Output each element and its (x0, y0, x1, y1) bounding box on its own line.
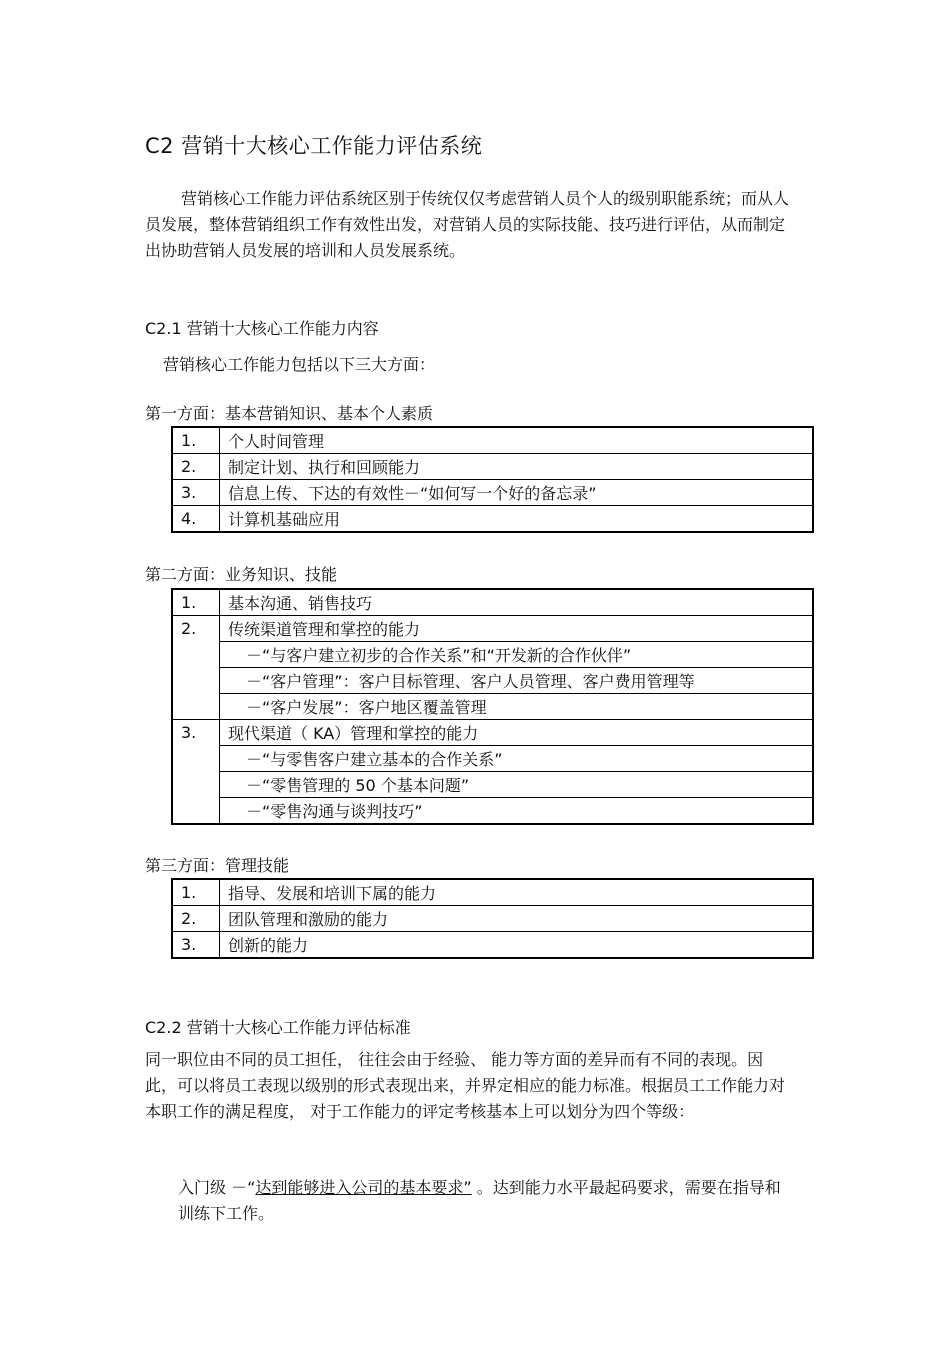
section-c2-1-lead: 营销核心工作能力包括以下三大方面： (163, 355, 436, 374)
intro-text: 营销核心工作能力评估系统区别于传统仅仅考虑营销人员个人的级别职能系统；而从人员发展，整体营销组织工作有效性出发，对营销人员的实际技能、技巧进行评估，从而制定出协助营销人员发展的培训和人员发展系统。 (145, 189, 790, 260)
row-text: 指导、发展和培训下属的能力 (220, 879, 814, 906)
section-c2-1-title: C2.1 营销十大核心工作能力内容 (145, 319, 379, 338)
table-row (172, 506, 813, 533)
row-number: 2. (172, 454, 220, 480)
aspect3-table (171, 878, 814, 959)
row-text: 现代渠道（ KA）管理和掌控的能力 (220, 720, 814, 746)
section-c2-2-text: 同一职位由不同的员工担任， 往往会由于经验、 能力等方面的差异而有不同的表现。因此，可以将员工表现以级别的形式表现出来，并界定相应的能力标准。根据员工工作能力对本职工作的满足程度， 对于工作能力的评定考核基本上可以划分为四个等级： (145, 1050, 786, 1121)
aspect1-table (171, 426, 814, 533)
row-number: 2. (172, 906, 220, 932)
aspect1-caption: 第一方面：基本营销知识、基本个人素质 (145, 404, 434, 423)
row-text: 个人时间管理 (220, 427, 814, 454)
table-row (172, 879, 813, 906)
row-text: 传统渠道管理和掌控的能力 (220, 616, 814, 642)
row-number: 3. (172, 932, 220, 959)
row-text: 创新的能力 (220, 932, 814, 959)
section-c2-2-body (145, 1047, 795, 1125)
table-row (172, 480, 813, 506)
table-row (172, 589, 813, 616)
table-row (172, 427, 813, 454)
table-row (172, 642, 813, 668)
entry-level-paragraph (178, 1175, 793, 1227)
row-text: 信息上传、下达的有效性－“如何写一个好的备忘录” (220, 480, 814, 506)
entry-level-prefix: 入门级 －“ (178, 1178, 256, 1197)
sub-item: －“零售沟通与谈判技巧” (220, 798, 814, 825)
sub-item: －“与客户建立初步的合作关系”和“开发新的合作伙伴” (220, 642, 814, 668)
row-number: 4. (172, 506, 220, 533)
row-number: 2. (172, 616, 220, 720)
row-text: 团队管理和激励的能力 (220, 906, 814, 932)
table-row (172, 720, 813, 746)
table-row (172, 694, 813, 720)
table-row (172, 616, 813, 642)
entry-level-underlined: 达到能够进入公司的基本要求” (255, 1178, 472, 1197)
page-title: C2 营销十大核心工作能力评估系统 (145, 134, 483, 158)
sub-item: －“客户发展”：客户地区覆盖管理 (220, 694, 814, 720)
table-row (172, 906, 813, 932)
row-text: 制定计划、执行和回顾能力 (220, 454, 814, 480)
entry-level-suffix: 。达到能力水平最起码要求，需要在指导和训练下工作。 (178, 1178, 781, 1223)
row-number: 1. (172, 879, 220, 906)
aspect3-caption: 第三方面：管理技能 (145, 856, 290, 875)
aspect2-caption: 第二方面：业务知识、技能 (145, 565, 338, 584)
table-row (172, 746, 813, 772)
row-text: 计算机基础应用 (220, 506, 814, 533)
table-row (172, 932, 813, 959)
row-number: 1. (172, 589, 220, 616)
table-row (172, 772, 813, 798)
sub-item: －“客户管理”：客户目标管理、客户人员管理、客户费用管理等 (220, 668, 814, 694)
aspect2-table (171, 588, 814, 825)
section-c2-2-title: C2.2 营销十大核心工作能力评估标准 (145, 1018, 411, 1037)
intro-paragraph (145, 186, 795, 264)
row-number: 3. (172, 720, 220, 825)
table-row (172, 668, 813, 694)
table-row (172, 798, 813, 825)
sub-item: －“零售管理的 50 个基本问题” (220, 772, 814, 798)
row-number: 1. (172, 427, 220, 454)
table-row (172, 454, 813, 480)
sub-item: －“与零售客户建立基本的合作关系” (220, 746, 814, 772)
row-text: 基本沟通、销售技巧 (220, 589, 814, 616)
row-number: 3. (172, 480, 220, 506)
